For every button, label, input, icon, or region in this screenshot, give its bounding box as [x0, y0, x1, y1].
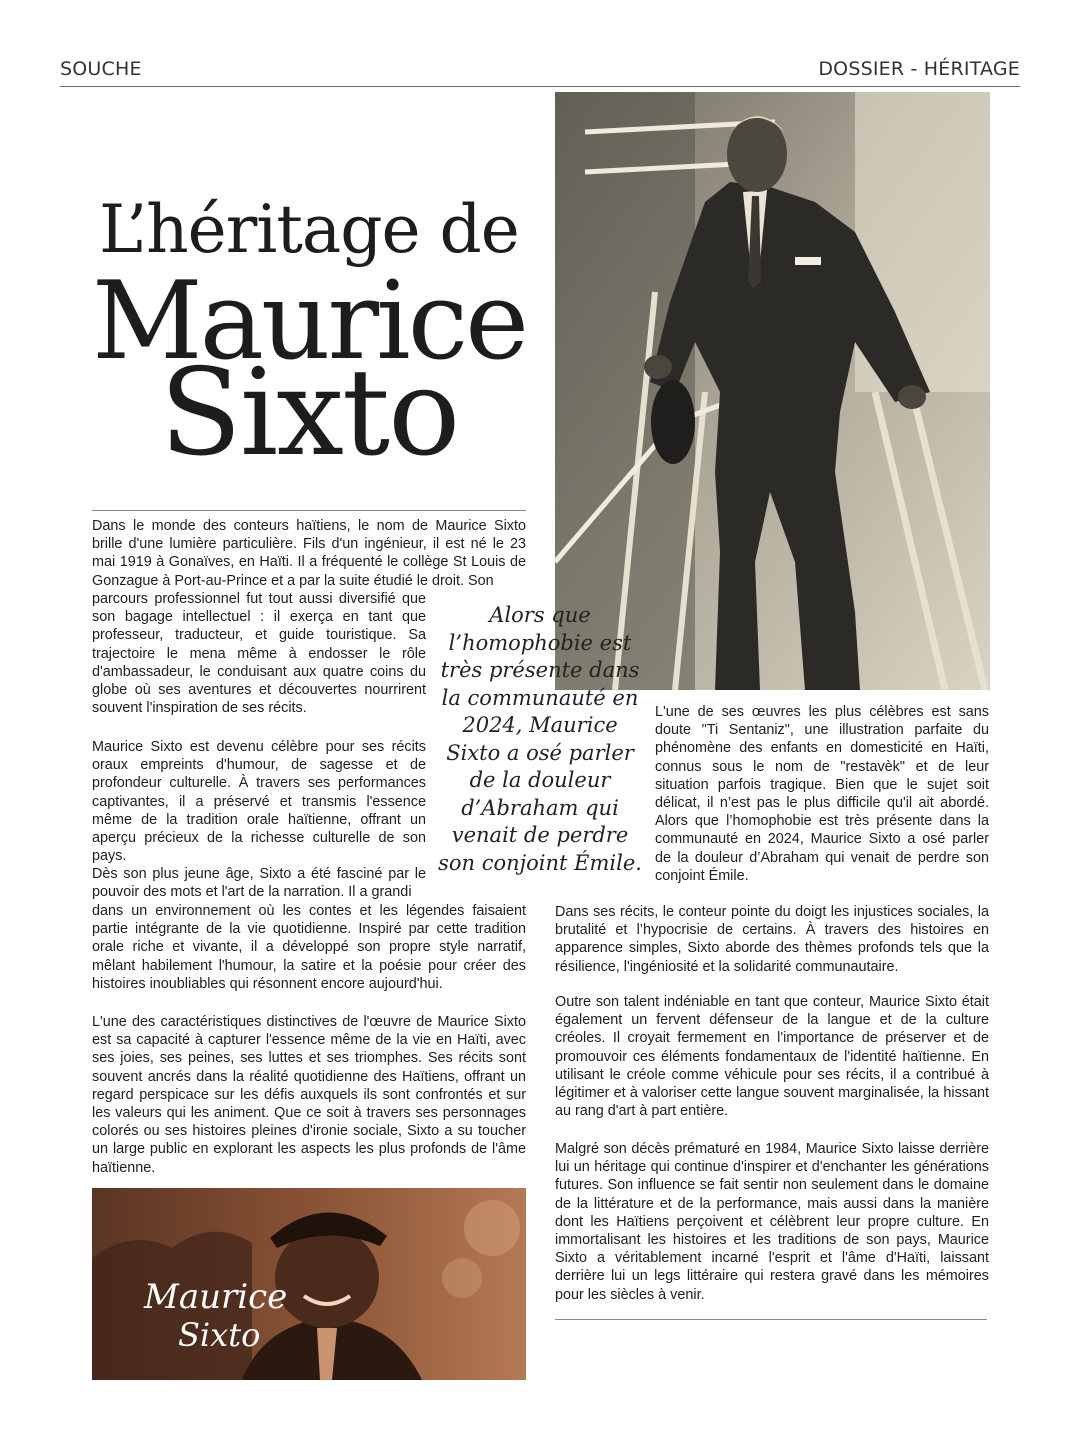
article-paragraph-1a: Dans le monde des conteurs haïtiens, le nom de Maurice Sixto brille d'une lumière particulière. Fils d'un ingénieur, il est né le 23 mai 1919 à Gonaïves, en Haïti. Il a fréquenté le collège St Louis de Gonzague à Port-au-Prince et a par la suite étudié le droit. Son — [92, 518, 526, 589]
article-paragraph-5: L'une de ses œuvres les plus célèbres est sans doute "Ti Sentaniz", une illustration parfaite du phénomène des enfants en domesticité en Haïti, connus sous le nom de "restavèk" et de leur situation parfois tragique. Bien que le sujet soit délicat, il n’est pas le plus difficile qu'il ait abordé. Alors que l’homophobie est très présente dans la communauté en 2024, Maurice Sixto a osé parler de la douleur d’Abraham qui venait de perdre son conjoint Émile. — [655, 704, 989, 884]
title-line-1: L’héritage de — [99, 191, 519, 268]
bottom-rule — [555, 1319, 987, 1320]
pull-quote: Alors que l’homophobie est très présente dans la communauté en 2024, Maurice Sixto a osé parler de la douleur d’Abraham qui venait de perdre son conjoint Émile. — [438, 603, 642, 875]
section-label: SOUCHE — [60, 58, 142, 80]
title-rule — [92, 510, 526, 511]
caption-line-2: Sixto — [178, 1316, 261, 1354]
portrait-photo — [555, 92, 990, 690]
header-rule — [60, 86, 1020, 87]
article-paragraph-3b: dans un environnement où les contes et les légendes faisaient partie intégrante de la vie quotidienne. Inspiré par cette tradition orale riche et vivante, il a développé son propre style narratif, mêlant habilement l'humour, la satire et la poésie pour créer des histoires inoubliables qui résonnent encore aujourd'hui. — [92, 903, 526, 992]
dossier-label: DOSSIER - HÉRITAGE — [818, 58, 1020, 80]
title-line-3: Sixto — [159, 344, 459, 483]
title-line-2: Maurice — [92, 259, 527, 384]
article-paragraph-3a: Dès son plus jeune âge, Sixto a été fasciné par le pouvoir des mots et l'art de la narration. Il a grandi — [92, 866, 426, 901]
article-paragraph-4: L'une des caractéristiques distinctives de l'œuvre de Maurice Sixto est sa capacité à capturer l'essence même de la vie en Haïti, avec ses joies, ses peines, ses luttes et ses triomphes. Ses récits sont souvent ancrés dans la réalité quotidienne des Haïtiens, offrant un regard perspicace sur les défis auxquels ils sont confrontés et sur les valeurs qui les animent. Que ce soit à travers ses personnages colorés ou ses histoires pleines d'ironie sociale, Sixto a su toucher un large public en explorant les aspects les plus profonds de l'âme haïtienne. — [92, 1014, 526, 1176]
caption-line-1: Maurice — [144, 1277, 288, 1317]
article-paragraph-2: Maurice Sixto est devenu célèbre pour ses récits oraux empreints d'humour, de sagesse et de profondeur culturelle. À travers ses performances captivantes, il a préservé et transmis l'essence même de la tradition orale haïtienne, offrant un aperçu précieux de la richesse culturelle de son pays. — [92, 739, 426, 865]
article-paragraph-7: Outre son talent indéniable en tant que conteur, Maurice Sixto était également un fervent défenseur de la langue et de la culture créoles. Il croyait fermement en l'importance de préserver et de promouvoir ces éléments fondamentaux de l'identité haïtienne. En utilisant le créole comme véhicule pour ses récits, il a contribué à légitimer et à valoriser cette langue souvent marginalisée, la hissant au rang d'art à part entière. — [555, 994, 989, 1120]
article-paragraph-6: Dans ses récits, le conteur pointe du doigt les injustices sociales, la brutalité et l’hypocrisie de certains. À travers des histoires en apparence simples, Sixto aborde des thèmes profonds tels que la résilience, l'ingéniosité et la solidarité communautaire. — [555, 904, 989, 975]
article-paragraph-8: Malgré son décès prématuré en 1984, Maurice Sixto laisse derrière lui un héritage qui continue d'inspirer et d'enchanter les générations futures. Son influence se fait sentir non seulement dans le domaine de la littérature et de la performance, mais aussi dans la manière dont les Haïtiens perçoivent et célèbrent leur propre culture. En immortalisant les histoires et les traditions de son pays, Maurice Sixto a véritablement incarné l'esprit et l'âme d'Haïti, laissant derrière lui un legs littéraire qui restera gravé dans les mémoires pour les siècles à venir. — [555, 1141, 989, 1303]
article-paragraph-1b: parcours professionnel fut tout aussi diversifié que son bagage intellectuel : il exerça en tant que professeur, traducteur, et guide touristique. Sa trajectoire le mena même à endosser le rôle d'ambassadeur, le conduisant aux quatre coins du globe où ses aventures et découvertes nourrirent souvent l'inspiration de ses récits. — [92, 591, 426, 717]
portrait-duotone-photo — [92, 1188, 526, 1380]
